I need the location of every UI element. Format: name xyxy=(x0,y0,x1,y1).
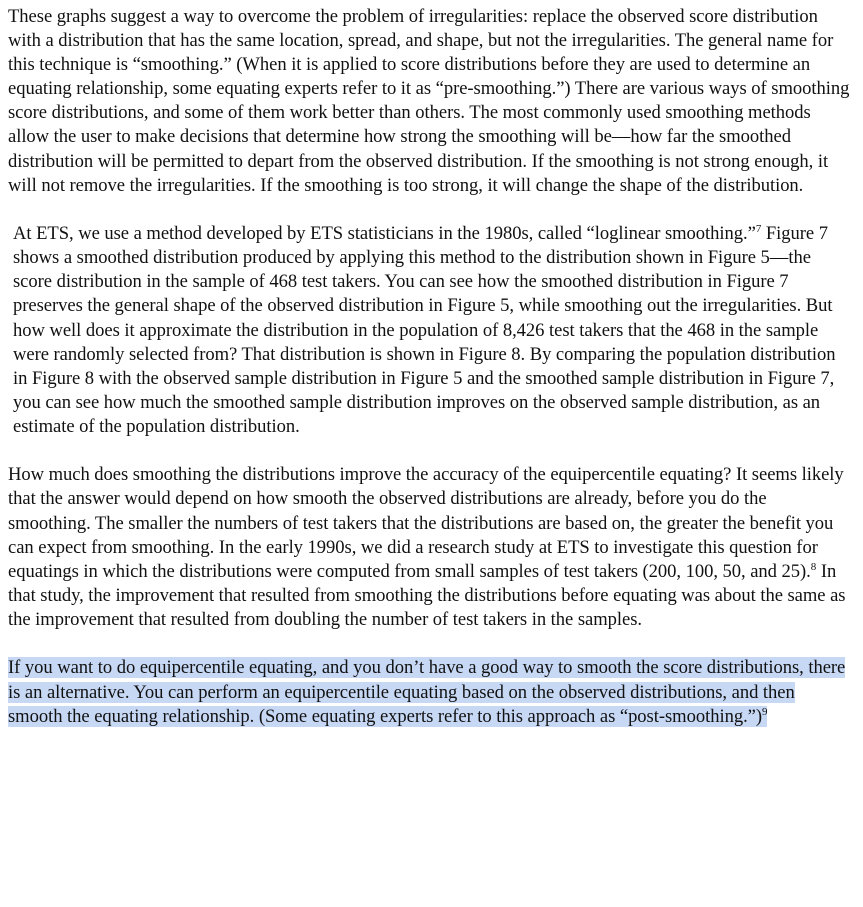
selected-text-highlight[interactable] xyxy=(8,657,845,726)
footnote-marker-8[interactable]: 8 xyxy=(810,560,817,573)
footnote-marker-7[interactable]: 7 xyxy=(755,223,762,236)
paragraph-loglinear-smoothing[interactable] xyxy=(8,222,851,439)
paragraph-text: How much does smoothing the distributions improve the accuracy of the equipercentile equating? It seems likely that the answer would depend on how smooth the observed distributions are already, before you do the smoothing. The smaller the numbers of test takers that the distributions are based on, the greater the benefit you can expect from smoothing. In the early 1990s, we did a research study at ETS to investigate this question for equatings in which the distributions were computed from small samples of test takers (200, 100, 50, and 25). xyxy=(8,464,844,582)
paragraph-text: In that study, the improvement that resulted from smoothing the distributions before equating was about the same as the improvement that resulted from doubling the number of test takers in the samples. xyxy=(8,560,846,630)
paragraph-text: If you want to do equipercentile equating, and you don’t have a good way to smooth the score distributions, there is an alternative. You can perform an equipercentile equating based on the observed distributions, and then smooth the equating relationship. (Some equating experts refer to this approach as “post-smoothing.”) xyxy=(8,657,846,727)
paragraph-text: At ETS, we use a method developed by ETS statisticians in the 1980s, called “loglinear smoothing.” xyxy=(13,223,756,245)
paragraph-smoothing-accuracy[interactable] xyxy=(8,463,851,632)
footnote-marker-9[interactable]: 9 xyxy=(762,705,768,718)
paragraph-smoothing-intro[interactable]: These graphs suggest a way to overcome the problem of irregularities: replace the observed score distribution with a distribution that has the same location, spread, and shape, but not the irregularities. The general name for this technique is “smoothing.” (When it is applied to score distributions before they are used to determine an equating relationship, some equating experts refer to it as “pre-smoothing.”) There are various ways of smoothing score distributions, and some of them work better than others. The most commonly used smoothing methods allow the user to make decisions that determine how strong the smoothing will be—how far the smoothed distribution will be permitted to depart from the observed distribution. If the smoothing is not strong enough, it will not remove the irregularities. If the smoothing is too strong, it will change the shape of the distribution. xyxy=(8,6,850,196)
paragraph-text: Figure 7 shows a smoothed distribution produced by applying this method to the distribution shown in Figure 5—the score distribution in the sample of 468 test takers. You can see how the smoothed distribution in Figure 7 preserves the general shape of the observed distribution in Figure 5, while smoothing out the irregularities. But how well does it approximate the distribution in the population of 8,426 test takers that the 468 in the sample were randomly selected from? That distribution is shown in Figure 8. By comparing the population distribution in Figure 8 with the observed sample distribution in Figure 5 and the smoothed sample distribution in Figure 7, you can see how much the smoothed sample distribution improves on the observed sample distribution, as an estimate of the population distribution. xyxy=(13,223,836,437)
paragraph-post-smoothing-selected[interactable] xyxy=(8,656,851,728)
